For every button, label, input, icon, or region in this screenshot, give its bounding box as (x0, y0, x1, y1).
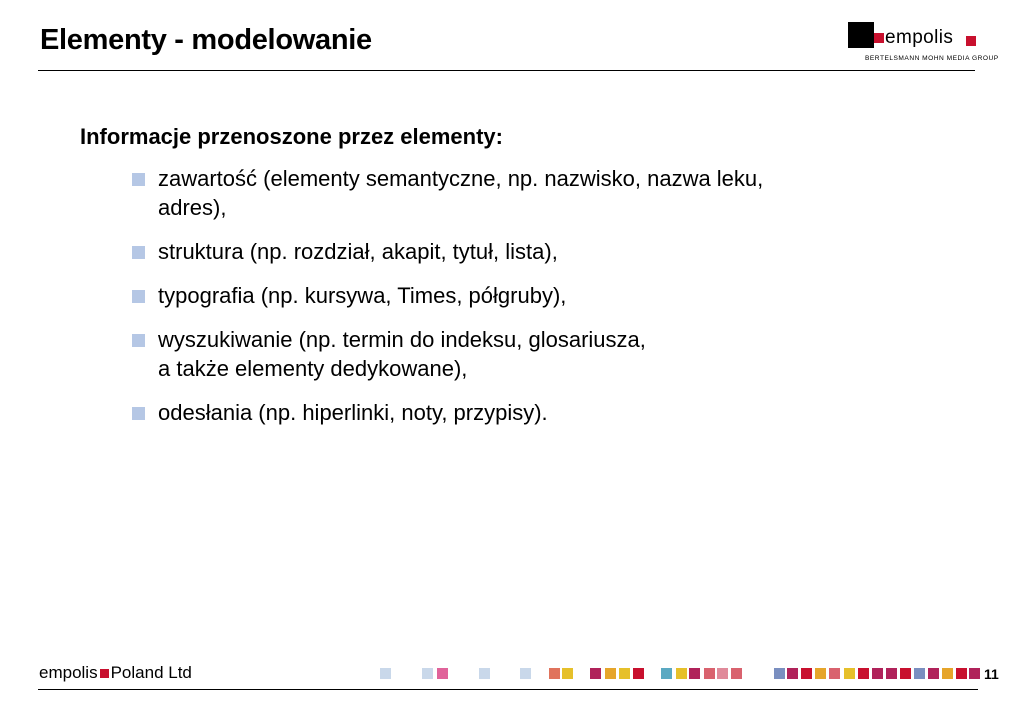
footer-brand-word: empolis (39, 663, 98, 682)
strip-square (801, 668, 812, 679)
strip-square (661, 668, 672, 679)
footer-red-square (100, 669, 109, 678)
bullet-text: odesłania (np. hiperlinki, noty, przypisy). (158, 400, 548, 425)
strip-square (704, 668, 715, 679)
strip-square (676, 668, 687, 679)
bullet-text: adres), (158, 195, 227, 220)
strip-square (590, 668, 601, 679)
strip-square (914, 668, 925, 679)
strip-square (605, 668, 616, 679)
strip-square (549, 668, 560, 679)
bullet-item (132, 281, 980, 310)
logo-tagline: BERTELSMANN MOHN MEDIA GROUP (865, 55, 999, 62)
strip-square (422, 668, 433, 679)
strip-square (633, 668, 644, 679)
strip-square (900, 668, 911, 679)
strip-square (829, 668, 840, 679)
bullet-item (132, 164, 980, 222)
strip-square (774, 668, 785, 679)
bullet-text: a także elementy dedykowane), (158, 356, 468, 381)
strip-square (562, 668, 573, 679)
square-bullet-icon (132, 334, 145, 347)
footer-brand-suffix: Poland Ltd (110, 663, 192, 682)
logo-black-square (848, 22, 874, 48)
title-divider (38, 70, 975, 71)
footer-brand (39, 663, 192, 683)
strip-square (886, 668, 897, 679)
strip-square (928, 668, 939, 679)
bullet-item (132, 398, 980, 427)
content-heading: Informacje przenoszone przez elementy: (80, 124, 503, 149)
strip-square (787, 668, 798, 679)
decorative-color-strip (380, 668, 980, 680)
strip-square (619, 668, 630, 679)
slide-body (80, 124, 980, 442)
strip-square (731, 668, 742, 679)
strip-square (858, 668, 869, 679)
strip-square (815, 668, 826, 679)
page-number: 11 (984, 666, 999, 682)
square-bullet-icon (132, 290, 145, 303)
logo-wordmark: empolis (885, 27, 954, 48)
bullet-list (80, 164, 980, 427)
strip-square (520, 668, 531, 679)
strip-square (942, 668, 953, 679)
strip-square (689, 668, 700, 679)
bullet-text: zawartość (elementy semantyczne, np. nazwisko, nazwa leku, (158, 166, 764, 191)
bullet-item (132, 325, 980, 383)
square-bullet-icon (132, 246, 145, 259)
square-bullet-icon (132, 173, 145, 186)
strip-square (872, 668, 883, 679)
bullet-text: typografia (np. kursywa, Times, półgruby), (158, 283, 567, 308)
strip-square (380, 668, 391, 679)
logo-red-square (874, 33, 884, 43)
square-bullet-icon (132, 407, 145, 420)
bullet-item (132, 237, 980, 266)
strip-square (717, 668, 728, 679)
strip-square (969, 668, 980, 679)
footer-divider (38, 689, 978, 690)
strip-square (437, 668, 448, 679)
strip-square (479, 668, 490, 679)
strip-square (956, 668, 967, 679)
bullet-text: struktura (np. rozdział, akapit, tytuł, lista), (158, 239, 558, 264)
slide-title: Elementy - modelowanie (40, 24, 372, 56)
logo-red-square-end (966, 36, 976, 46)
empolis-logo (848, 22, 999, 66)
strip-square (844, 668, 855, 679)
bullet-text: wyszukiwanie (np. termin do indeksu, glosariusza, (158, 327, 646, 352)
